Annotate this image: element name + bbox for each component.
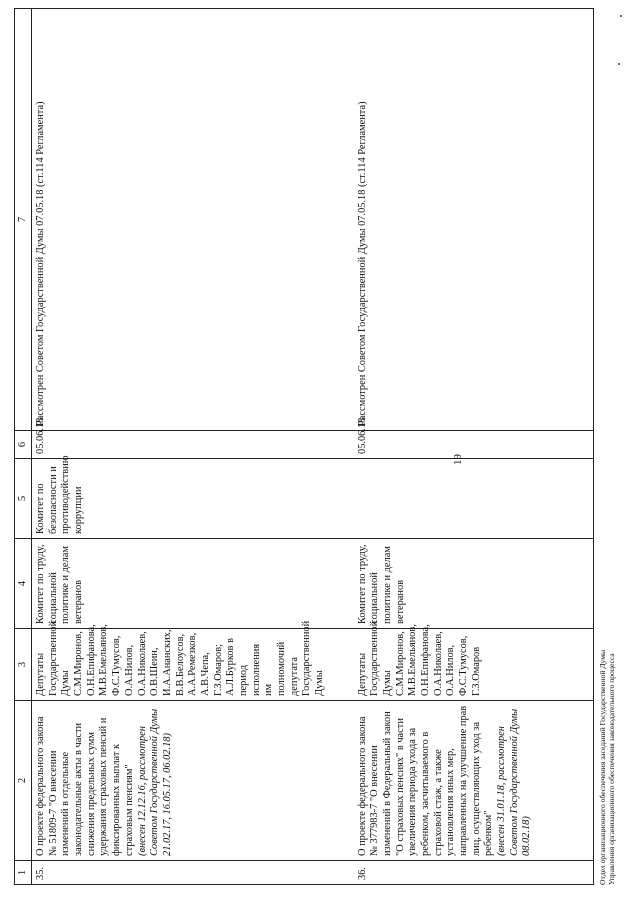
footer <box>598 650 617 885</box>
table-row <box>32 9 354 885</box>
scan-speck <box>620 15 622 17</box>
page-number: 19 <box>452 454 464 465</box>
committee-cell: Комитет по труду, социальной политике и делам ветеранов <box>32 539 354 629</box>
col-header-4: 4 <box>15 539 32 629</box>
table-row <box>354 9 594 885</box>
bill-note: (внесен 12.12.16, рассмотрен Советом Государственной Думы 21.02.17, 16.05.17, 06.02.18) <box>136 708 173 856</box>
authors-cell: Депутаты Государственной Думы С.М.Миронов, О.Н.Епифанова, М.В.Емельянов, Ф.С.Тумусов, О.А.Нилов, О.А.Николаев, О.В.Шеин, И.А.Ананских, В.В.Белоусов, А.А.Ремезков, А.В.Чепа, Г.З.Омаров; А.Л.Бурков в период исполнения им полномочий депутата Государственной Думы <box>32 629 354 701</box>
row-number: 36. <box>354 861 594 885</box>
bills-table <box>14 8 594 885</box>
col-header-7: 7 <box>15 9 32 431</box>
bill-cell <box>354 701 594 861</box>
row-number: 35. <box>32 861 354 885</box>
bill-title: О проекте федерального закона № 377983-7 "О внесении изменений в Федеральный закон "О страховых пенсиях" в части увеличения периода ухода за ребенком, засчитываемого в страховой стаж, а также установления иных мер, направленных на улучшение прав лиц, осуществляющих уход за ребенком" <box>356 705 495 856</box>
authors-cell: Депутаты Государственной Думы С.М.Миронов, М.В.Емельянов, О.Н.Епифанова, О.А.Николаев, О.А.Нилов, Ф.С.Тумусов, Г.З.Омаров <box>354 629 594 701</box>
bill-title: О проекте федерального закона № 51809-7 "О внесении изменений в отдельные законодательные акты в части снижения предельных сумм удержания страховых пенсий и фиксированных выплат к страховым пенсиям" <box>35 716 135 856</box>
footer-line-2: Управления организационного обеспечения законодательного процесса <box>607 653 617 885</box>
footer-line-1: Отдел организационного обеспечения заседаний Государственной Думы <box>598 649 607 885</box>
date-cell: 05.06.18 <box>354 431 594 459</box>
status-cell: Рассмотрен Советом Государственной Думы 07.05.18 (ст.114 Регламента) <box>354 9 594 431</box>
header-row <box>15 9 32 885</box>
committee-cell: Комитет по труду, социальной политике и делам ветеранов <box>354 539 594 629</box>
co-committee-cell: Комитет по безопасности и противодействию коррупции <box>32 459 354 539</box>
col-header-1: 1 <box>15 861 32 885</box>
co-committee-cell <box>354 459 594 539</box>
bill-note: (внесен 31.01.18, рассмотрен Советом Государственной Думы 08.02.18) <box>496 708 533 856</box>
col-header-3: 3 <box>15 629 32 701</box>
bill-cell <box>32 701 354 861</box>
col-header-2: 2 <box>15 701 32 861</box>
col-header-6: 6 <box>15 431 32 459</box>
scan-speck <box>618 63 620 65</box>
status-cell: Рассмотрен Советом Государственной Думы 07.05.18 (ст.114 Регламента) <box>32 9 354 431</box>
date-cell: 05.06.18 <box>32 431 354 459</box>
col-header-5: 5 <box>15 459 32 539</box>
